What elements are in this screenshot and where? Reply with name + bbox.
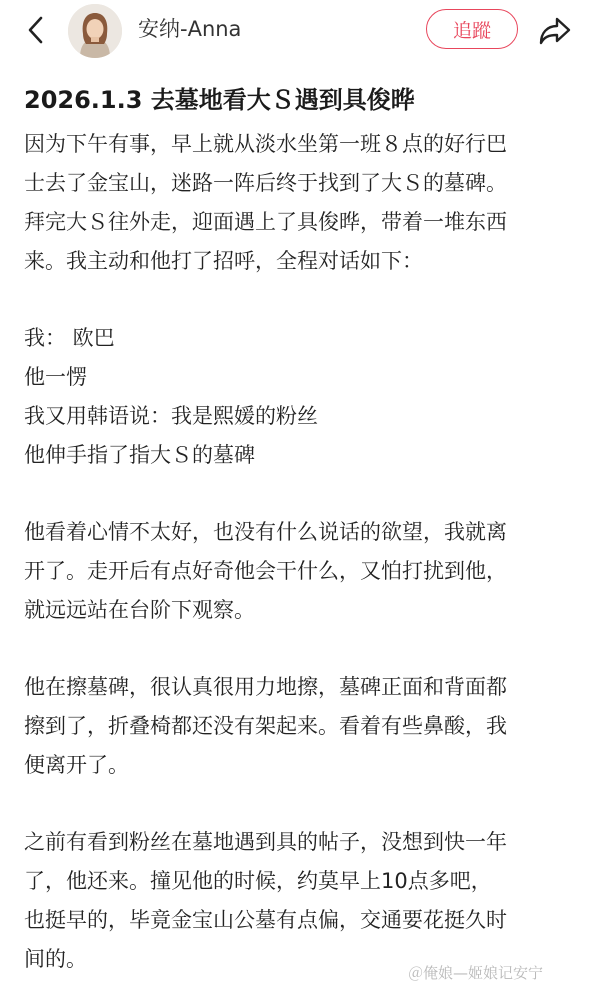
post-body-line: 擦到了，折叠椅都还没有架起来。看着有些鼻酸，我 [24,714,507,738]
paragraph-gap [24,630,584,668]
post-body-line: 就远远站在台阶下观察。 [24,598,255,622]
paragraph-gap [24,785,584,823]
post-body-line: 因为下午有事，早上就从淡水坐第一班８点的好行巴 [24,132,507,156]
author-avatar-icon [68,4,122,58]
author-name[interactable]: 安纳-Anna [138,17,242,41]
post-body-line: 士去了金宝山，迷路一阵后终于找到了大Ｓ的墓碑。 [24,171,507,195]
post-body [24,125,584,979]
post-body-line: 他伸手指了指大Ｓ的墓碑 [24,443,255,467]
post-body-line: 也挺早的，毕竟金宝山公墓有点偏，交通要花挺久时 [24,908,507,932]
share-arrow-icon [538,16,572,46]
post-body-line: 他在擦墓碑，很认真很用力地擦，墓碑正面和背面都 [24,675,507,699]
post-body-line: 我： 欧巴 [24,326,115,350]
paragraph-gap [24,475,584,513]
post-body-line: 拜完大Ｓ往外走，迎面遇上了具俊晔，带着一堆东西 [24,210,507,234]
post-body-line: 之前有看到粉丝在墓地遇到具的帖子，没想到快一年 [24,830,507,854]
post-header [0,0,600,64]
post-body-line: 他一愣 [24,365,87,389]
share-button[interactable] [536,12,574,50]
back-button[interactable] [18,12,54,48]
post-body-line: 便离开了。 [24,753,129,777]
post-body-line: 我又用韩语说：我是熙媛的粉丝 [24,404,318,428]
post-body-line: 他看着心情不太好，也没有什么说话的欲望，我就离 [24,520,507,544]
post-title: 2026.1.3 去墓地看大Ｓ遇到具俊晔 [24,86,415,114]
post-body-line: 开了。走开后有点好奇他会干什么，又怕打扰到他， [24,559,507,583]
follow-button[interactable]: 追蹤 [426,9,518,49]
watermark-text: ＠俺娘—姬娘记安宁 [408,964,544,982]
watermark [408,962,543,983]
avatar[interactable] [68,4,122,58]
paragraph-gap [24,281,584,319]
post-body-line: 了，他还来。撞见他的时候，约莫早上10点多吧， [24,869,492,893]
post-body-line: 来。我主动和他打了招呼，全程对话如下： [24,249,423,273]
post-body-line: 间的。 [24,947,87,971]
chevron-left-icon [25,15,47,45]
